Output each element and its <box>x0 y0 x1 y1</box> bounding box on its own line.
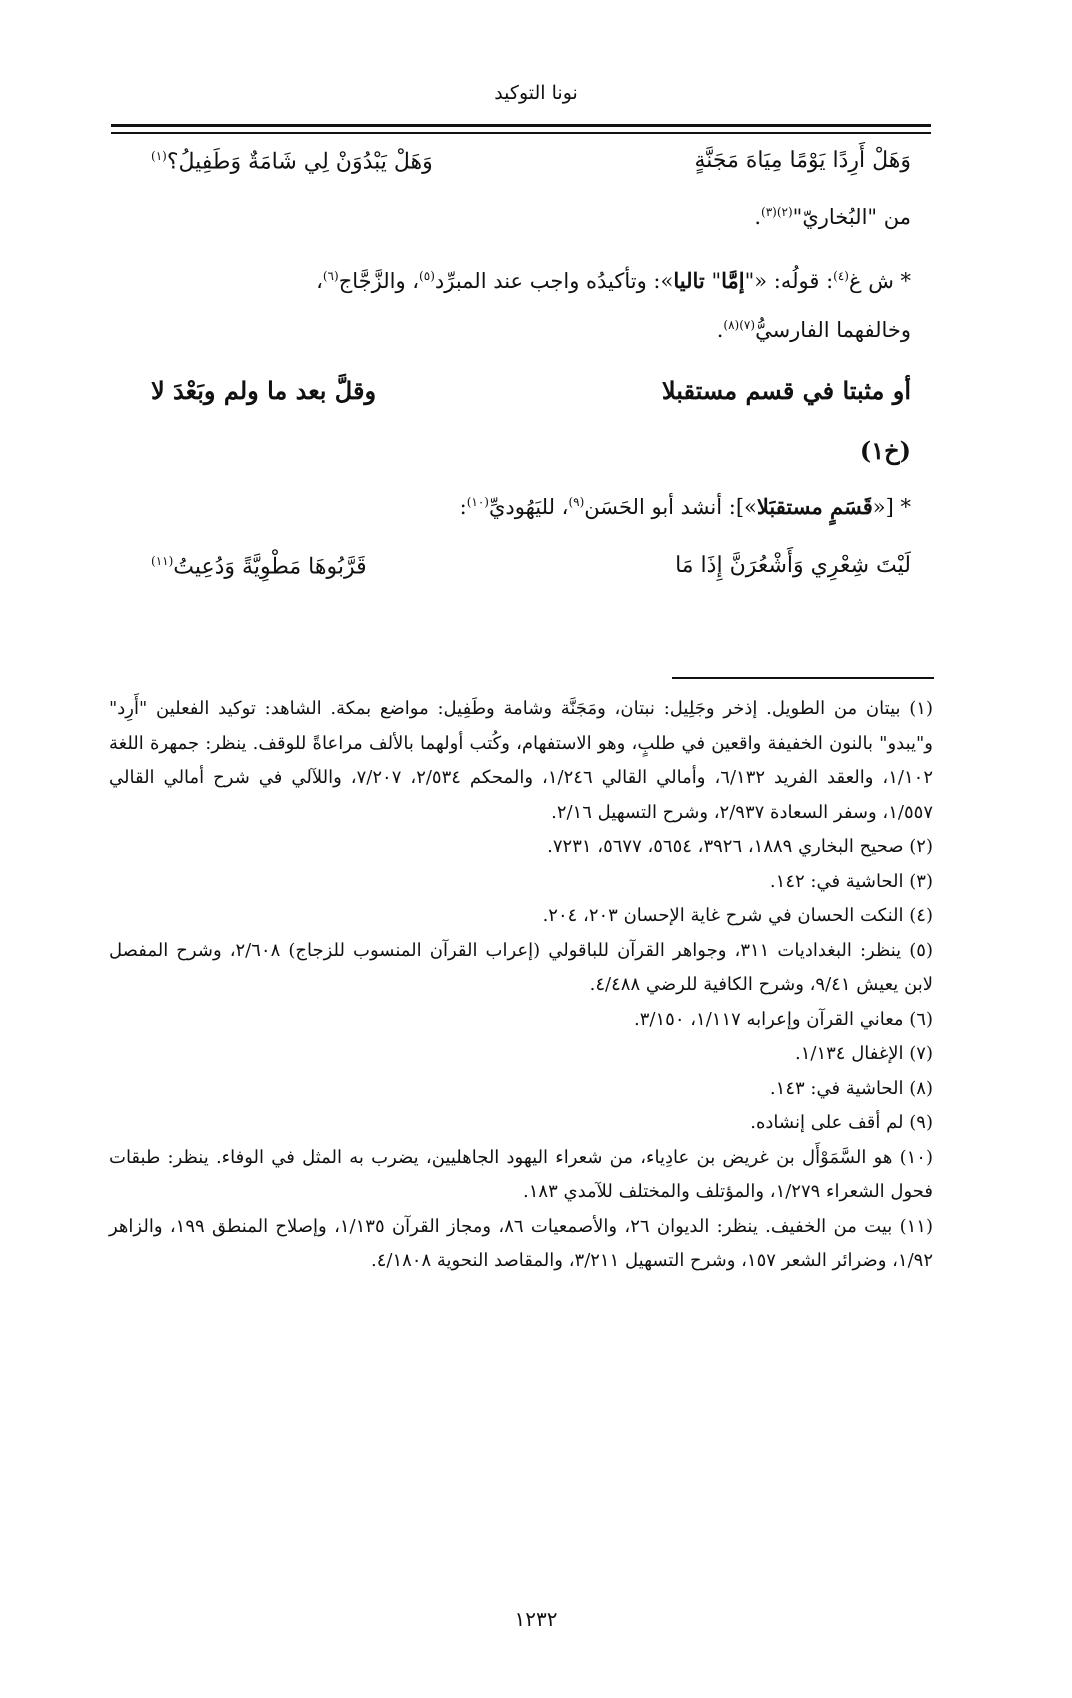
footnote-4: (٤) النكت الحسان في شرح غاية الإحسان ٢٠٣، ٢٠٤. <box>542 905 933 926</box>
header-rule-thick <box>111 124 931 127</box>
footnote-separator <box>672 677 934 679</box>
note-ref: (١١) <box>151 554 174 568</box>
verse-2-hemistich-2: قَرَّبُوهَا مَطْوِيَّةً وَدُعِيتُ$^{(١١)}$ <box>151 554 367 580</box>
note-ref: (٦) <box>322 269 339 283</box>
footnotes <box>109 692 933 1279</box>
alfiya-hemistich-1: أو مثبتا في قسم مستقبلا <box>661 376 911 405</box>
running-head: نونا التوكيد <box>494 82 578 104</box>
note-ref: (٢)(٣) <box>761 205 793 219</box>
verse-1-hemistich-2: وَهَلْ يَبْدُوَنْ لِي شَامَةٌ وَطَفِيلُ؟$^{(١)}$ <box>151 149 433 175</box>
page-number: ١٢٣٢ <box>514 1607 558 1631</box>
commentary-line-3: * [«قَسَمٍ مستقبَلا»]: أنشد أبو الحَسَن$^{(٩)}$، لليَهُوديِّ$^{(١٠)}$: <box>459 494 911 519</box>
header-rule-thin <box>111 132 931 134</box>
verse-1-hemistich-1: وَهَلْ أَرِدًا يَوْمًا مِيَاهَ مَجَنَّةٍ <box>694 148 911 173</box>
note-ref: (٥) <box>419 269 435 283</box>
source-line: من "البُخاريّ"$^{(٢)(٣)}$. <box>754 205 911 229</box>
footnote-1: (١) بيتان من الطويل. إذخر وجَلِيل: نبتان، ومَجَنَّة وشامة وطَفِيل: مواضع بمكة. الشاهد: توكيد الفعلين "أَرِد" و"يبدو" بالنون الخفيفة واقعين في طلبٍ، وهو الاستفهام، وكُتب أولهما بالألف مراعاةً للوقف. ينظر: جمهرة اللغة ١/١٠٢، والعقد الفريد ٦/١٣٢، وأمالي القالي ١/٢٤٦، والمحكم ٢/٥٣٤، ٧/٢٠٧، واللآلي في شرح أمالي القالي ١/٥٥٧، وسفر السعادة ٢/٩٣٧، وشرح التسهيل ٢/١٦. <box>109 698 933 823</box>
footnote-8: (٨) الحاشية في: ١٤٣. <box>769 1077 933 1099</box>
footnote-5: (٥) ينظر: البغداديات ٣١١، وجواهر القرآن للباقولي (إعراب القرآن المنسوب للزجاج) ٢/٦٠٨، وشرح المفصل لابن يعيش ٩/٤١، وشرح الكافية للرضي ٤/٤٨٨. <box>109 939 933 995</box>
commentary-line-2: وخالفهما الفارسيُّ$^{(٧)(٨)}$. <box>716 318 911 342</box>
note-ref: (٩) <box>568 495 585 509</box>
commentary-line-1: * ش غ$^{(٤)}$: قولُه: «"إمَّا" تاليا»: وتأكيدُه واجب عند المبرِّد$^{(٥)}$، والزَّجَّاج$^{(٦)}$، <box>316 268 911 293</box>
footnote-7: (٧) الإغفال ١/١٣٤. <box>794 1043 933 1064</box>
footnote-10: (١٠) هو السَّمَوْأَل بن غريض بن عادِياء، من شعراء اليهود الجاهليين، يضرب به المثل في الوفاء. ينظر: طبقات فحول الشعراء ١/٢٧٩، والمؤتلف والمختلف للآمدي ١٨٣. <box>109 1146 933 1202</box>
alfiya-verse-code: (خ١) <box>859 436 911 465</box>
verse-2-hemistich-1: لَيْتَ شِعْرِي وَأَشْعُرَنَّ إِذَا مَا <box>675 553 911 578</box>
footnote-9: (٩) لم أقف على إنشاده. <box>750 1112 933 1133</box>
note-ref: (١٠) <box>466 495 489 509</box>
footnote-6: (٦) معاني القرآن وإعرابه ١/١١٧، ٣/١٥٠. <box>634 1008 933 1030</box>
footnote-11: (١١) بيت من الخفيف. ينظر: الديوان ٢٦، والأصمعيات ٨٦، ومجاز القرآن ١/١٣٥، وإصلاح المنطق ١٩٩، والزاهر ١/٩٢، وضرائر الشعر ١٥٧، وشرح التسهيل ٣/٢١١، والمقاصد النحوية ٤/١٨٠٨. <box>109 1215 933 1271</box>
note-ref: (٧)(٨) <box>723 318 756 332</box>
footnote-3: (٣) الحاشية في: ١٤٢. <box>769 870 933 892</box>
note-ref: (١) <box>151 149 167 163</box>
verse-1 <box>151 150 911 180</box>
alfiya-verse <box>151 376 911 410</box>
alfiya-hemistich-2: وقلَّ بعد ما ولم وبَعْدَ لا <box>151 376 377 405</box>
note-ref: (٤) <box>833 269 849 283</box>
verse-2 <box>151 555 911 587</box>
footnote-2: (٢) صحيح البخاري ١٨٨٩، ٣٩٢٦، ٥٦٥٤، ٥٦٧٧، ٧٢٣١. <box>547 836 933 857</box>
